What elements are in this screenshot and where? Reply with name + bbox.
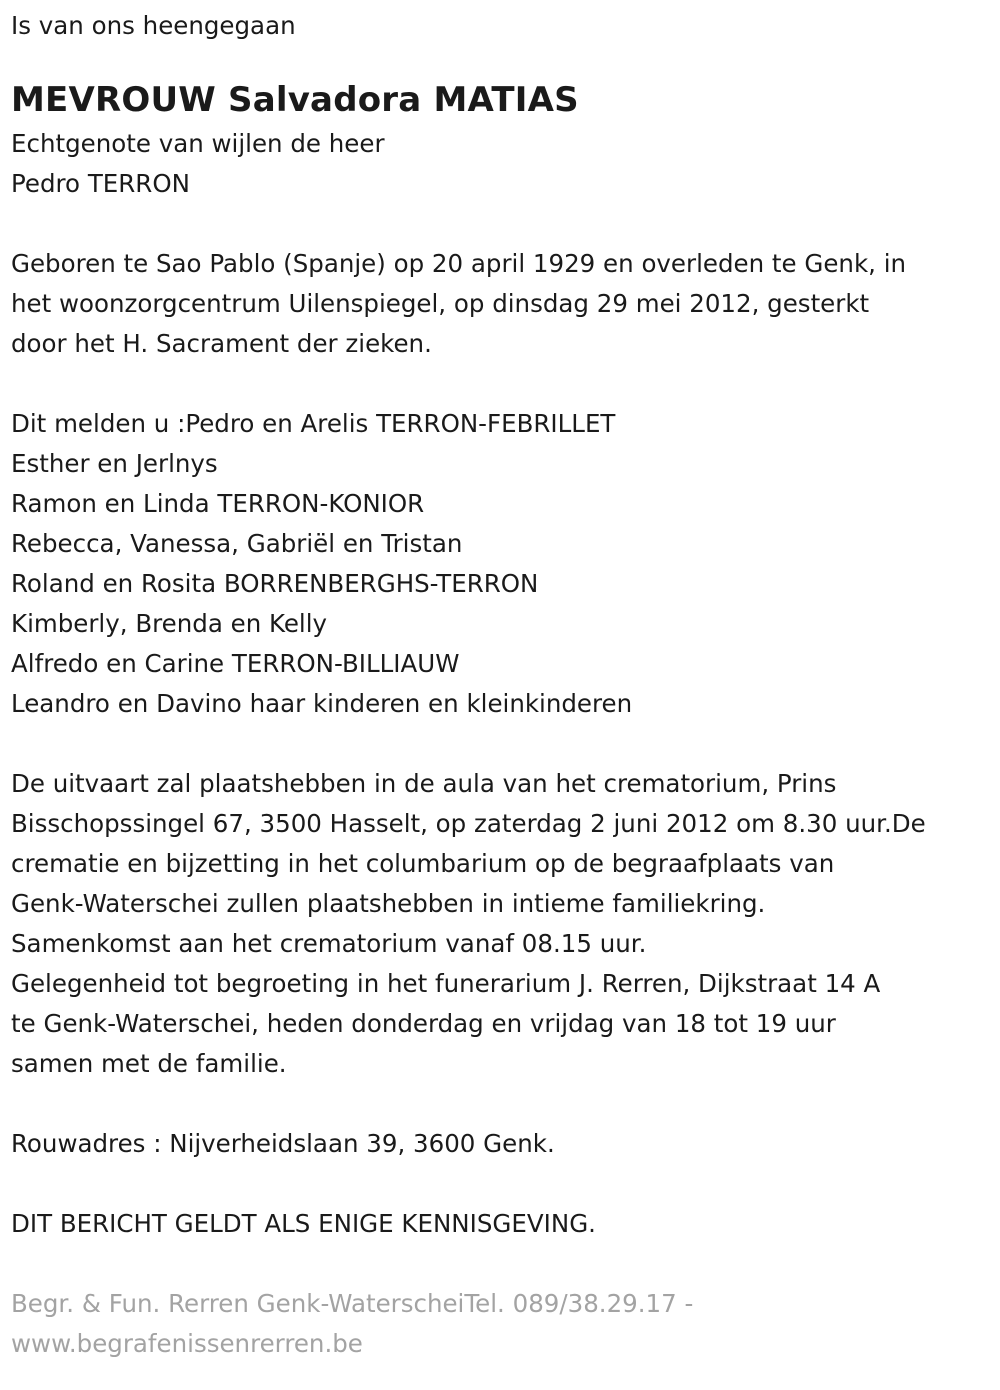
spacer <box>11 1244 1000 1284</box>
footer-line: Begr. & Fun. Rerren Genk-WaterscheiTel. 089/38.29.17 - <box>11 1289 694 1318</box>
birth-death-paragraph <box>11 244 1000 364</box>
intro-text: Is van ons heengegaan <box>11 11 296 40</box>
family-line: Kimberly, Brenda en Kelly <box>11 609 328 638</box>
spouse-line-1: Echtgenote van wijlen de heer <box>11 129 385 158</box>
paragraph-line: Geboren te Sao Pablo (Spanje) op 20 april 1929 en overleden te Genk, in <box>11 249 907 278</box>
paragraph-line: samen met de familie. <box>11 1049 287 1078</box>
family-line: Rebecca, Vanessa, Gabriël en Tristan <box>11 529 463 558</box>
family-line: Leandro en Davino haar kinderen en kleinkinderen <box>11 689 633 718</box>
family-line: Alfredo en Carine TERRON-BILLIAUW <box>11 649 460 678</box>
family-line: Esther en Jerlnys <box>11 449 218 478</box>
spouse-line-2: Pedro TERRON <box>11 169 190 198</box>
family-list <box>11 404 1000 724</box>
funeral-paragraph <box>11 764 1000 1084</box>
paragraph-line: Genk-Waterschei zullen plaatshebben in intieme familiekring. <box>11 889 766 918</box>
spacer <box>11 724 1000 764</box>
spacer <box>11 1084 1000 1124</box>
paragraph-line: het woonzorgcentrum Uilenspiegel, op dinsdag 29 mei 2012, gesterkt <box>11 289 870 318</box>
deceased-name: MEVROUW Salvadora MATIAS <box>11 80 579 120</box>
paragraph-line: Samenkomst aan het crematorium vanaf 08.15 uur. <box>11 929 647 958</box>
paragraph-line: crematie en bijzetting in het columbarium op de begraafplaats van <box>11 849 835 878</box>
mourning-address: Rouwadres : Nijverheidslaan 39, 3600 Genk. <box>11 1129 555 1158</box>
family-line: Dit melden u :Pedro en Arelis TERRON-FEBRILLET <box>11 409 616 438</box>
funeral-home-footer <box>11 1284 1000 1364</box>
family-line: Roland en Rosita BORRENBERGHS-TERRON <box>11 569 539 598</box>
paragraph-line: De uitvaart zal plaatshebben in de aula van het crematorium, Prins <box>11 769 837 798</box>
spacer <box>11 1164 1000 1204</box>
paragraph-line: Bisschopssingel 67, 3500 Hasselt, op zaterdag 2 juni 2012 om 8.30 uur.De <box>11 809 926 838</box>
spacer <box>11 204 1000 244</box>
notice-text: DIT BERICHT GELDT ALS ENIGE KENNISGEVING. <box>11 1209 596 1238</box>
spacer <box>11 364 1000 404</box>
footer-website-link[interactable]: www.begrafenissenrerren.be <box>11 1329 363 1358</box>
paragraph-line: Gelegenheid tot begroeting in het funerarium J. Rerren, Dijkstraat 14 A <box>11 969 881 998</box>
paragraph-line: te Genk-Waterschei, heden donderdag en vrijdag van 18 tot 19 uur <box>11 1009 836 1038</box>
family-line: Ramon en Linda TERRON-KONIOR <box>11 489 425 518</box>
paragraph-line: door het H. Sacrament der zieken. <box>11 329 432 358</box>
